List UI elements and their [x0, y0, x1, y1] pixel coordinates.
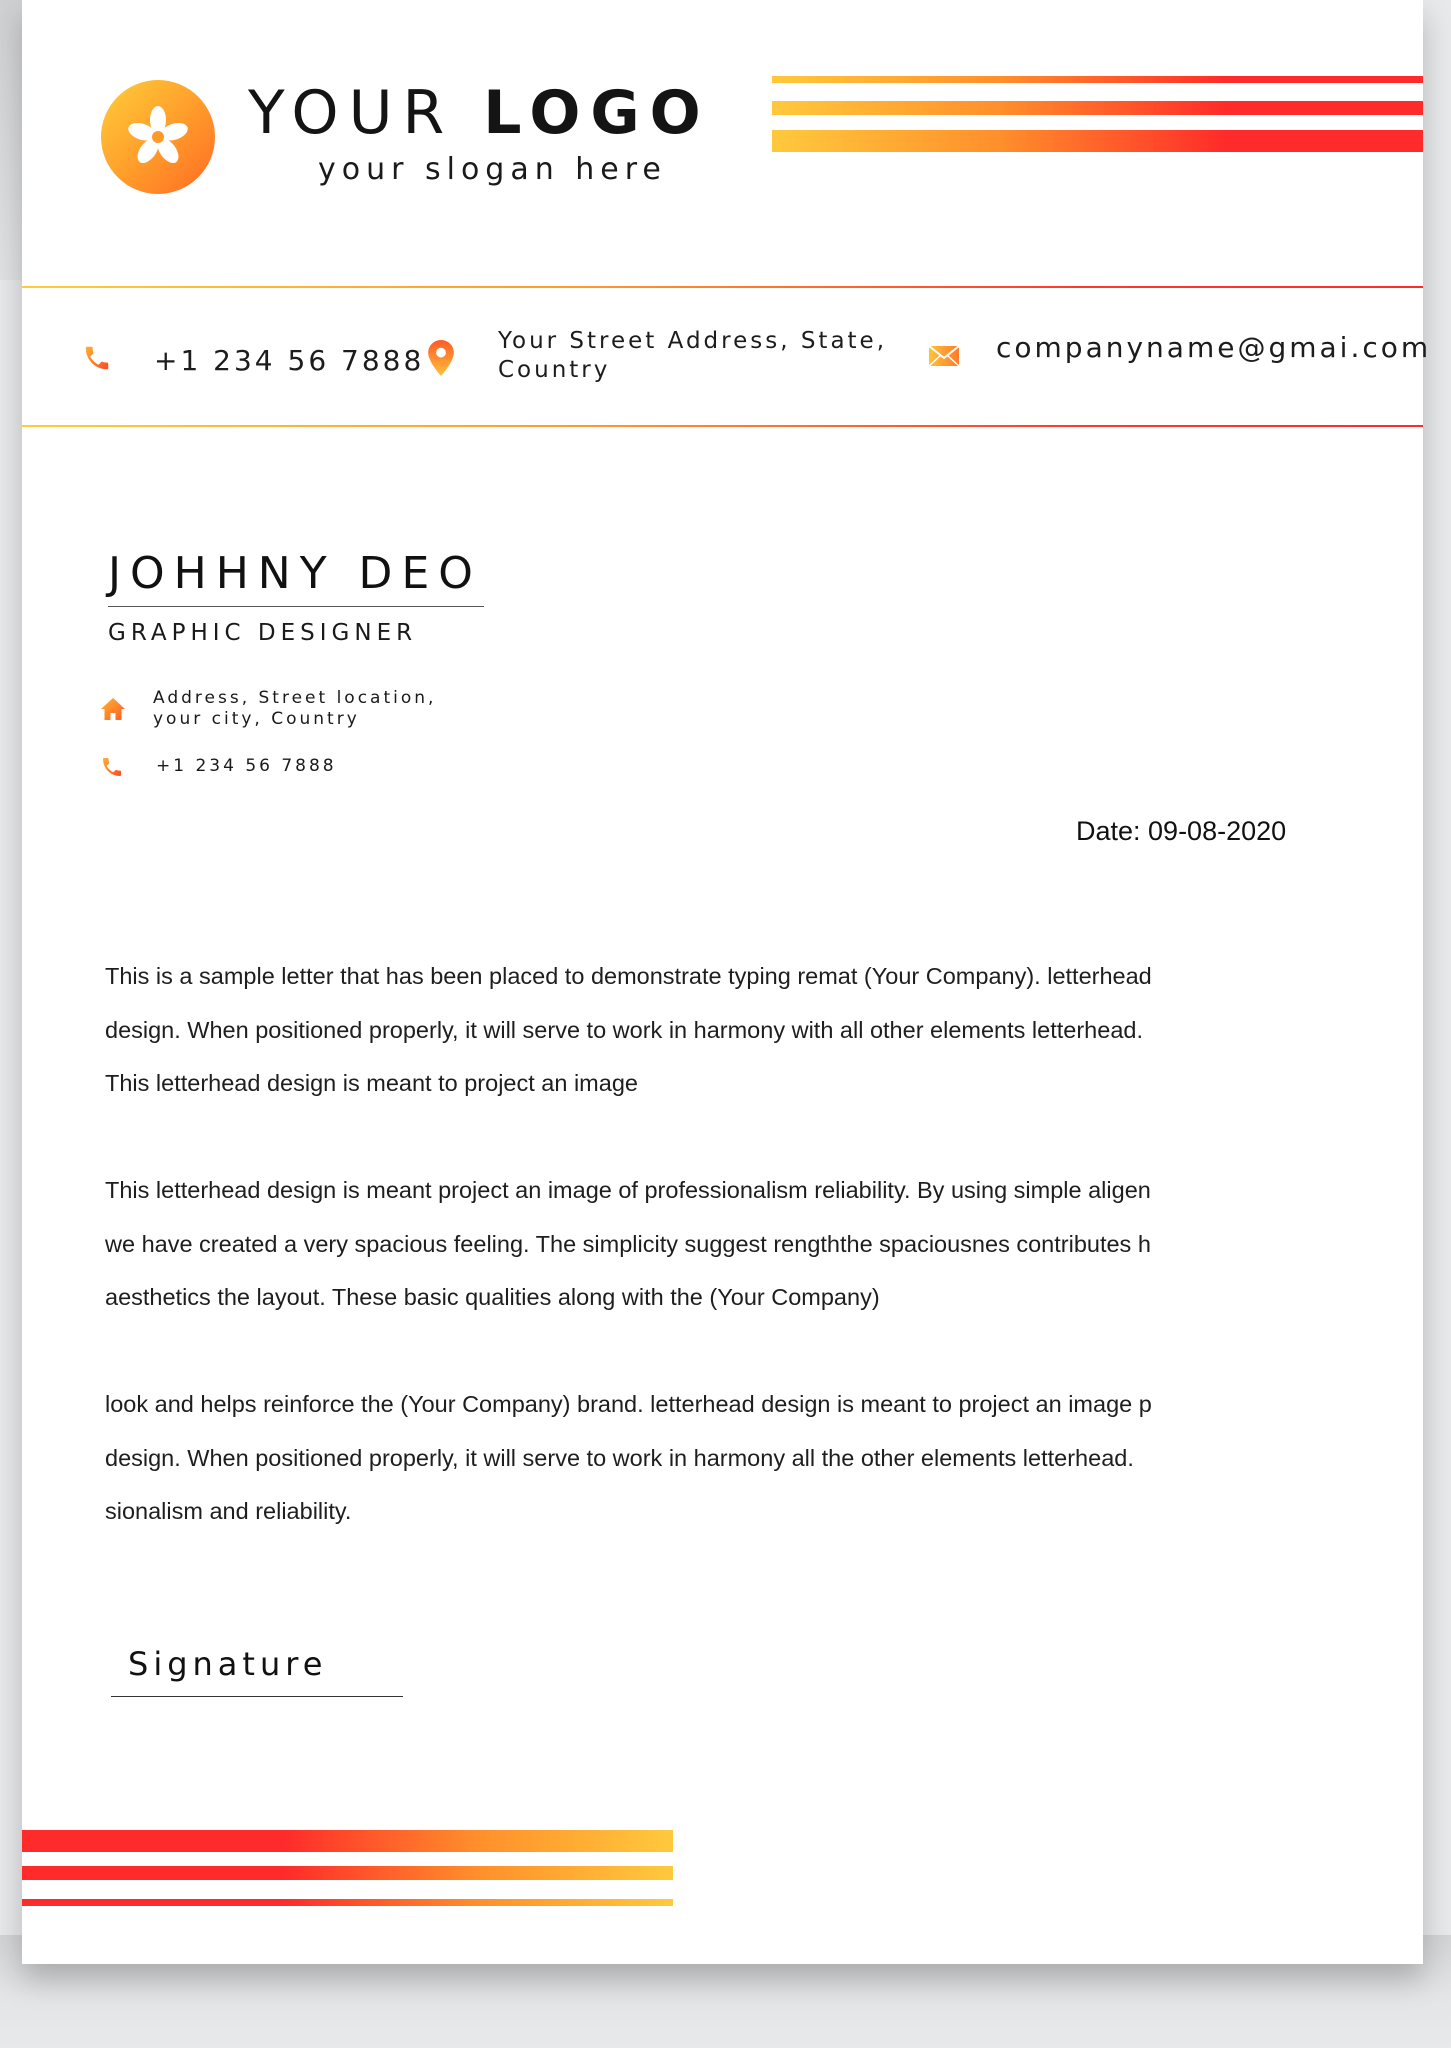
logo-title — [248, 78, 711, 148]
bottom-stripe-1 — [22, 1830, 673, 1852]
paragraph-line: look and helps reinforce the (Your Company) brand. letterhead design is meant to project an image p — [105, 1391, 1152, 1417]
bottom-stripe-2 — [22, 1866, 673, 1880]
contact-divider-bottom — [22, 425, 1423, 427]
signature-label: Signature — [128, 1645, 328, 1683]
location-pin-icon — [428, 340, 454, 376]
letter-date: Date: 09-08-2020 — [1076, 816, 1287, 846]
paragraph-line: sionalism and reliability. — [105, 1498, 352, 1524]
name-underline — [108, 606, 484, 607]
logo-word-bold: LOGO — [483, 78, 711, 148]
paragraph-1 — [105, 950, 1265, 1111]
sender-address — [153, 688, 436, 730]
letterhead-page — [22, 0, 1432, 1964]
paragraph-line: aesthetics the layout. These basic qualities along with the (Your Company) — [105, 1284, 880, 1310]
sender-name: JOHHNY DEO — [108, 548, 482, 599]
mail-icon — [928, 344, 960, 368]
signature-line — [111, 1696, 403, 1697]
phone-icon — [82, 343, 112, 373]
header-address-line1: Your Street Address, State, — [498, 328, 888, 354]
paragraph-line: This is a sample letter that has been placed to demonstrate typing remat (Your Company). letterhead — [105, 963, 1152, 989]
backdrop-edge — [0, 0, 22, 280]
sender-role: GRAPHIC DESIGNER — [108, 620, 418, 646]
contact-divider-top — [22, 286, 1423, 288]
paragraph-line: This letterhead design is meant to project an image — [105, 1070, 638, 1096]
paragraph-line: This letterhead design is meant project an image of professionalism reliability. By using simple aligen — [105, 1177, 1151, 1203]
flower-icon — [101, 80, 215, 194]
logo-emblem — [101, 80, 215, 194]
sender-phone: +1 234 56 7888 — [156, 756, 337, 776]
slogan: your slogan here — [318, 152, 667, 187]
top-stripe-3 — [772, 130, 1423, 152]
sender-address-line1: Address, Street location, — [153, 688, 437, 708]
paragraph-line: we have created a very spacious feeling. The simplicity suggest rengththe spaciousnes contributes h — [105, 1230, 1151, 1257]
paragraph-3 — [105, 1378, 1265, 1539]
sender-address-line2: your city, Country — [153, 709, 360, 729]
paragraph-line: design. When positioned properly, it will serve to work in harmony with all other elements letterhead. — [105, 1016, 1143, 1043]
header-address-line2: Country — [498, 357, 611, 383]
header-email: companyname@gmai.com — [996, 331, 1432, 364]
header-address — [498, 327, 887, 385]
logo-word-regular: YOUR — [248, 78, 455, 148]
top-stripe-1 — [772, 76, 1423, 83]
top-stripe-2 — [772, 101, 1423, 115]
home-icon — [100, 697, 126, 721]
paragraph-line: design. When positioned properly, it will serve to work in harmony all the other elements letterhead. — [105, 1444, 1134, 1471]
header-phone: +1 234 56 7888 — [154, 344, 425, 377]
phone-icon — [100, 755, 124, 779]
bottom-stripe-3 — [22, 1899, 673, 1906]
paragraph-2 — [105, 1164, 1265, 1325]
